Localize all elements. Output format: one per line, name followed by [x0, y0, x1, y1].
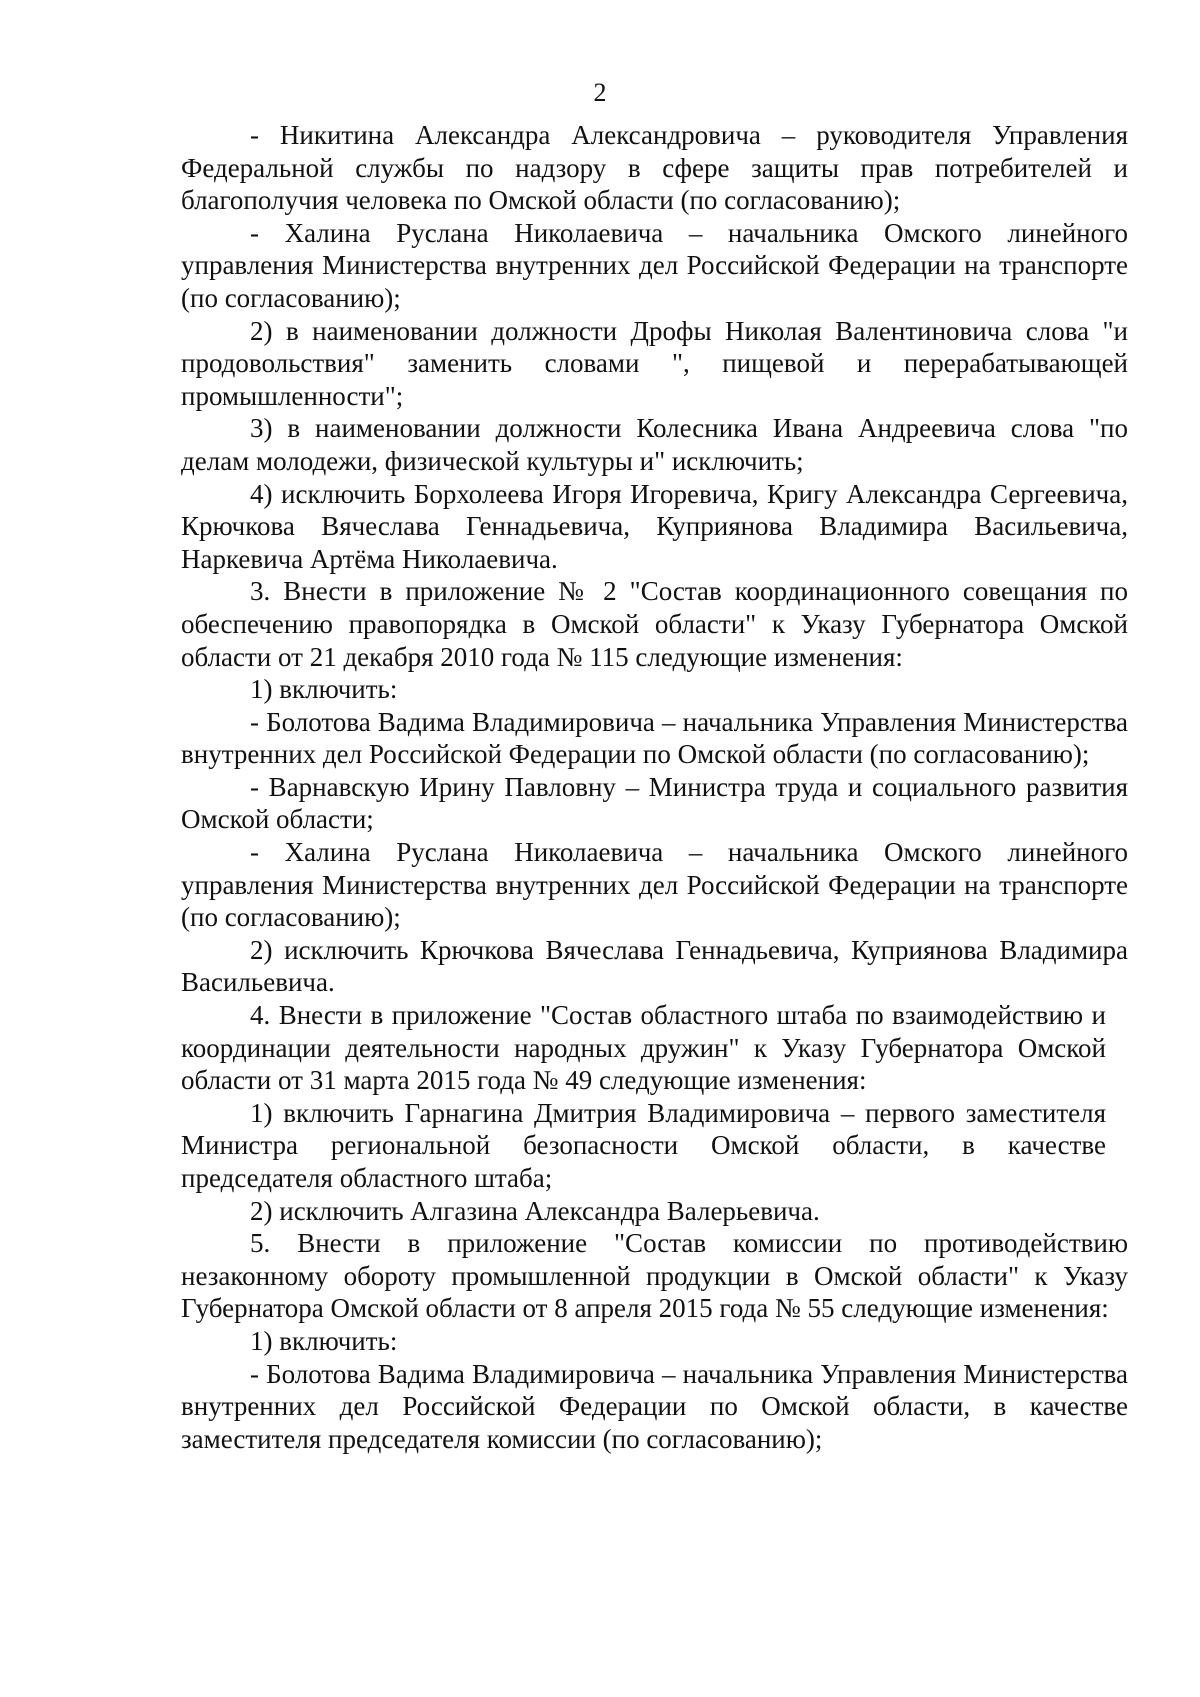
paragraph-item-3-intro: 3. Внести в приложение № 2 "Состав координационного совещания по обеспечению правопорядка в Омской области" к Указу Губернатора Омской области от 21 декабря 2010 года № 115 следующие изменения:: [181, 576, 1128, 672]
paragraph-khalin-included: - Халина Руслана Николаевича – начальника Омского линейного управления Министерства внутренних дел Российской Федерации на транспорте (по согласованию);: [181, 217, 1128, 313]
paragraph-include-heading: 1) включить:: [250, 674, 398, 705]
paragraph-khalin-included-2: - Халина Руслана Николаевича – начальника Омского линейного управления Министерства внутренних дел Российской Федерации на транспорте (по согласованию);: [181, 837, 1128, 933]
paragraph-excluded-members: 4) исключить Борхолеева Игоря Игоревича, Кригу Александра Сергеевича, Крючкова Вячеслава Геннадьевича, Куприянова Владимира Васильевича, Наркевича Артёма Николаевича.: [181, 478, 1128, 574]
paragraph-drofa-title-change: 2) в наименовании должности Дрофы Николая Валентиновича слова "и продовольствия" заменить словами ", пищевой и перерабатывающей промышленности";: [181, 315, 1128, 411]
paragraph-nikitin-included: - Никитина Александра Александровича – руководителя Управления Федеральной службы по надзору в сфере защиты прав потребителей и благополучия человека по Омской области (по согласованию);: [181, 120, 1128, 216]
paragraph-include-heading-2: 1) включить:: [250, 1325, 398, 1356]
paragraph-bolotov-included: - Болотова Вадима Владимировича – начальника Управления Министерства внутренних дел Российской Федерации по Омской области (по согласованию);: [181, 706, 1128, 770]
paragraph-item-4-intro: 4. Внести в приложение "Состав областного штаба по взаимодействию и координации деятельности народных дружин" к Указу Губернатора Омской области от 31 марта 2015 года № 49 следующие изменения:: [181, 1000, 1106, 1096]
paragraph-garnagin-included: 1) включить Гарнагина Дмитрия Владимировича – первого заместителя Министра региональной безопасности Омской области, в качестве председателя областного штаба;: [181, 1097, 1106, 1193]
paragraph-bolotov-deputy-chair: - Болотова Вадима Владимировича – начальника Управления Министерства внутренних дел Российской Федерации по Омской области, в качестве заместителя председателя комиссии (по согласованию);: [181, 1358, 1128, 1454]
page-number: 2: [593, 78, 607, 107]
paragraph-excluded-members-2: 2) исключить Крючкова Вячеслава Геннадьевича, Куприянова Владимира Васильевича.: [181, 934, 1128, 998]
paragraph-kolesnik-title-change: 3) в наименовании должности Колесника Ивана Андреевича слова "по делам молодежи, физической культуры и" исключить;: [181, 413, 1128, 476]
paragraph-algazin-excluded: 2) исключить Алгазина Александра Валерьевича.: [250, 1195, 820, 1226]
paragraph-item-5-intro: 5. Внести в приложение "Состав комиссии по противодействию незаконному обороту промышленной продукции в Омской области" к Указу Губернатора Омской области от 8 апреля 2015 года № 55 следующие изменения:: [181, 1228, 1128, 1324]
document-body: [181, 119, 1128, 1455]
paragraph-varnavskaya-included: - Варнавскую Ирину Павловну – Министра труда и социального развития Омской области;: [181, 771, 1128, 835]
